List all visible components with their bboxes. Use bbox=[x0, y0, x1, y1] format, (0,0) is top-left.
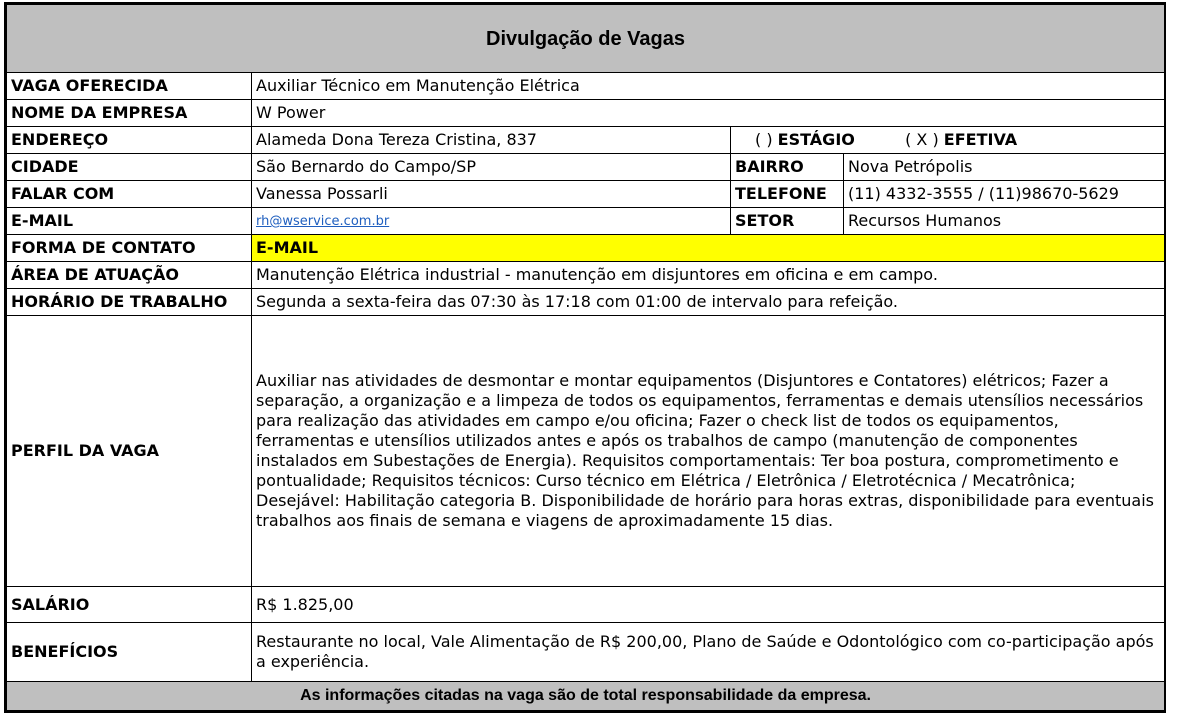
bairro-value: Nova Petrópolis bbox=[844, 154, 1165, 181]
row-beneficios bbox=[7, 623, 1165, 682]
perfil-label: PERFIL DA VAGA bbox=[7, 316, 252, 587]
row-forma-contato bbox=[7, 235, 1165, 262]
beneficios-label: BENEFÍCIOS bbox=[7, 623, 252, 682]
page-title: Divulgação de Vagas bbox=[7, 5, 1165, 73]
estagio-mark: ( ) bbox=[755, 130, 773, 149]
email-link[interactable]: rh@wservice.com.br bbox=[256, 214, 390, 229]
bairro-label: BAIRRO bbox=[731, 154, 844, 181]
row-vaga bbox=[7, 73, 1165, 100]
endereco-value: Alameda Dona Tereza Cristina, 837 bbox=[252, 127, 731, 154]
perfil-value: Auxiliar nas atividades de desmontar e montar equipamentos (Disjuntores e Contatores) elétricos; Fazer a separação, a organização e a limpeza de todos os equipamentos, ferramentas e demais utensílios necessários para realização das atividades em campo e/ou oficina; Fazer o check list de todos os equipamentos, ferramentas e utensílios utilizados antes e após os trabalhos de campo (manutenção de componentes instalados em Subestações de Energia). Requisitos comportamentais: Ter boa postura, comprometimento e pontualidade; Requisitos técnicos: Curso técnico em Elétrica / Eletrônica / Eletrotécnica / Mecatrônica; Desejável: Habilitação categoria B. Disponibilidade de horário para horas extras, disponibilidade para eventuais trabalhos aos finais de semana e viagens de aproximadamente 15 dias. bbox=[252, 316, 1165, 587]
email-cell bbox=[252, 208, 731, 235]
estagio-label: ESTÁGIO bbox=[777, 130, 855, 149]
efetiva-mark: ( X ) bbox=[905, 130, 939, 149]
falar-label: FALAR COM bbox=[7, 181, 252, 208]
row-perfil bbox=[7, 316, 1165, 587]
row-salario bbox=[7, 587, 1165, 623]
vaga-label: VAGA OFERECIDA bbox=[7, 73, 252, 100]
job-posting-table bbox=[6, 4, 1165, 711]
salario-value: R$ 1.825,00 bbox=[252, 587, 1165, 623]
horario-label: HORÁRIO DE TRABALHO bbox=[7, 289, 252, 316]
setor-value: Recursos Humanos bbox=[844, 208, 1165, 235]
falar-value: Vanessa Possarli bbox=[252, 181, 731, 208]
job-posting-sheet bbox=[4, 2, 1166, 713]
row-email bbox=[7, 208, 1165, 235]
cidade-label: CIDADE bbox=[7, 154, 252, 181]
horario-value: Segunda a sexta-feira das 07:30 às 17:18 com 01:00 de intervalo para refeição. bbox=[252, 289, 1165, 316]
row-endereco bbox=[7, 127, 1165, 154]
empresa-value: W Power bbox=[252, 100, 1165, 127]
area-label: ÁREA DE ATUAÇÃO bbox=[7, 262, 252, 289]
forma-value: E-MAIL bbox=[252, 235, 1165, 262]
title-row bbox=[7, 5, 1165, 73]
vaga-value: Auxiliar Técnico em Manutenção Elétrica bbox=[252, 73, 1165, 100]
empresa-label: NOME DA EMPRESA bbox=[7, 100, 252, 127]
setor-label: SETOR bbox=[731, 208, 844, 235]
footer-disclaimer: As informações citadas na vaga são de total responsabilidade da empresa. bbox=[7, 682, 1165, 711]
row-horario bbox=[7, 289, 1165, 316]
vaga-tipo-options bbox=[731, 127, 1165, 154]
row-falar bbox=[7, 181, 1165, 208]
telefone-label: TELEFONE bbox=[731, 181, 844, 208]
cidade-value: São Bernardo do Campo/SP bbox=[252, 154, 731, 181]
area-value: Manutenção Elétrica industrial - manutenção em disjuntores em oficina e em campo. bbox=[252, 262, 1165, 289]
telefone-value: (11) 4332-3555 / (11)98670-5629 bbox=[844, 181, 1165, 208]
email-label: E-MAIL bbox=[7, 208, 252, 235]
row-area bbox=[7, 262, 1165, 289]
footer-row bbox=[7, 682, 1165, 711]
row-cidade bbox=[7, 154, 1165, 181]
forma-label: FORMA DE CONTATO bbox=[7, 235, 252, 262]
efetiva-label: EFETIVA bbox=[943, 130, 1018, 149]
beneficios-value: Restaurante no local, Vale Alimentação de R$ 200,00, Plano de Saúde e Odontológico com co-participação após a experiência. bbox=[252, 623, 1165, 682]
salario-label: SALÁRIO bbox=[7, 587, 252, 623]
row-empresa bbox=[7, 100, 1165, 127]
endereco-label: ENDEREÇO bbox=[7, 127, 252, 154]
